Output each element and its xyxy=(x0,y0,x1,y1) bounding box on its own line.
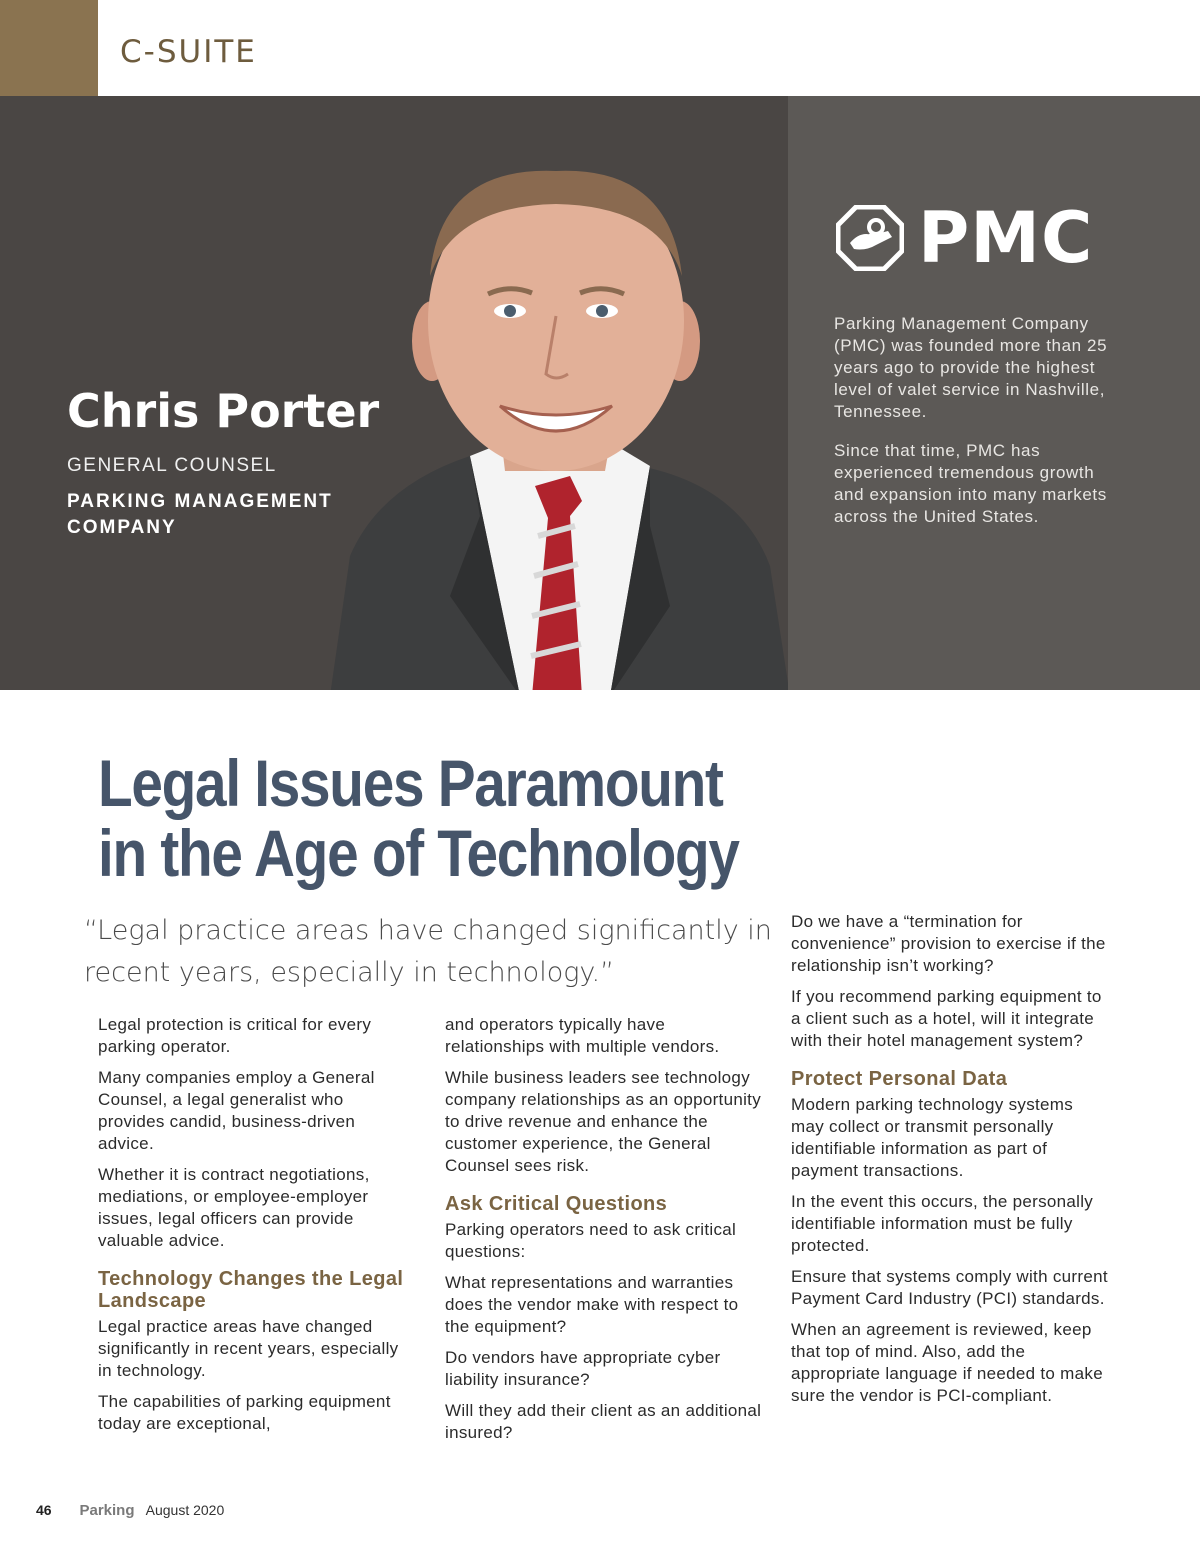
paragraph: In the event this occurs, the personally identifiable information must be fully protected. xyxy=(791,1192,1094,1255)
company-logo-text: PMC xyxy=(918,197,1094,279)
paragraph: Legal protection is critical for every parking operator. xyxy=(98,1015,372,1056)
company-logo xyxy=(836,197,1106,279)
paragraph: If you recommend parking equipment to a client such as a hotel, will it integrate with their hotel management system? xyxy=(791,987,1102,1050)
paragraph: Ensure that systems comply with current Payment Card Industry (PCI) standards. xyxy=(791,1267,1108,1308)
paragraph: Do vendors have appropriate cyber liability insurance? xyxy=(445,1348,721,1389)
headline-line-2: in the Age of Technology xyxy=(98,816,739,890)
subheading: Protect Personal Data xyxy=(791,1068,1008,1090)
paragraph: When an agreement is reviewed, keep that top of mind. Also, add the appropriate language if needed to make sure the vendor is PCI-compliant. xyxy=(791,1320,1103,1405)
person-company: PARKING MANAGEMENT COMPANY xyxy=(67,491,333,538)
paragraph: While business leaders see technology company relationships as an opportunity to drive revenue and enhance the customer experience, the General Counsel sees risk. xyxy=(445,1068,761,1175)
person-title: GENERAL COUNSEL xyxy=(67,455,277,476)
portrait-photo xyxy=(320,136,788,690)
company-growth: Since that time, PMC has experienced tremendous growth and expansion into many markets across the United States. xyxy=(834,441,1107,526)
article-column-2 xyxy=(445,1014,765,1453)
company-description: Parking Management Company (PMC) was founded more than 25 years ago to provide the highest level of valet service in Nashville, Tennessee. xyxy=(834,314,1108,421)
paragraph: Whether it is contract negotiations, mediations, or employee-employer issues, legal officers can provide valuable advice. xyxy=(98,1165,370,1250)
subheading: Technology Changes the Legal Landscape xyxy=(98,1268,404,1312)
page-number: 46 xyxy=(36,1502,52,1518)
paragraph: What representations and warranties does the vendor make with respect to the equipment? xyxy=(445,1273,739,1336)
issue-date: August 2020 xyxy=(145,1502,225,1518)
paragraph: Modern parking technology systems may collect or transmit personally identifiable information as part of payment transactions. xyxy=(791,1095,1074,1180)
handshake-key-icon xyxy=(836,205,904,271)
section-color-tab xyxy=(0,0,98,96)
paragraph: and operators typically have relationships with multiple vendors. xyxy=(445,1015,720,1056)
magazine-name: Parking xyxy=(79,1502,135,1519)
headline-line-1: Legal Issues Paramount xyxy=(98,746,723,820)
page-footer xyxy=(36,1502,224,1519)
paragraph: Do we have a “termination for convenience” provision to exercise if the relationship isn’t working? xyxy=(791,912,1106,975)
section-label: C-SUITE xyxy=(120,34,257,70)
paragraph: Many companies employ a General Counsel, a legal generalist who provides candid, business-driven advice. xyxy=(98,1068,375,1153)
article-column-1 xyxy=(98,1014,408,1444)
paragraph: The capabilities of parking equipment today are exceptional, xyxy=(98,1392,391,1433)
paragraph: Legal practice areas have changed significantly in recent years, especially in technology. xyxy=(98,1317,399,1380)
person-name: Chris Porter xyxy=(67,384,380,438)
paragraph: Parking operators need to ask critical questions: xyxy=(445,1220,737,1261)
header-bar xyxy=(0,0,1200,96)
hero-panel xyxy=(0,96,788,690)
article-headline xyxy=(98,748,786,888)
subheading: Ask Critical Questions xyxy=(445,1193,668,1215)
paragraph: Will they add their client as an additional insured? xyxy=(445,1401,762,1442)
pull-quote: “Legal practice areas have changed significantly in recent years, especially in technology.” xyxy=(84,915,772,988)
article-column-3 xyxy=(791,911,1111,1416)
